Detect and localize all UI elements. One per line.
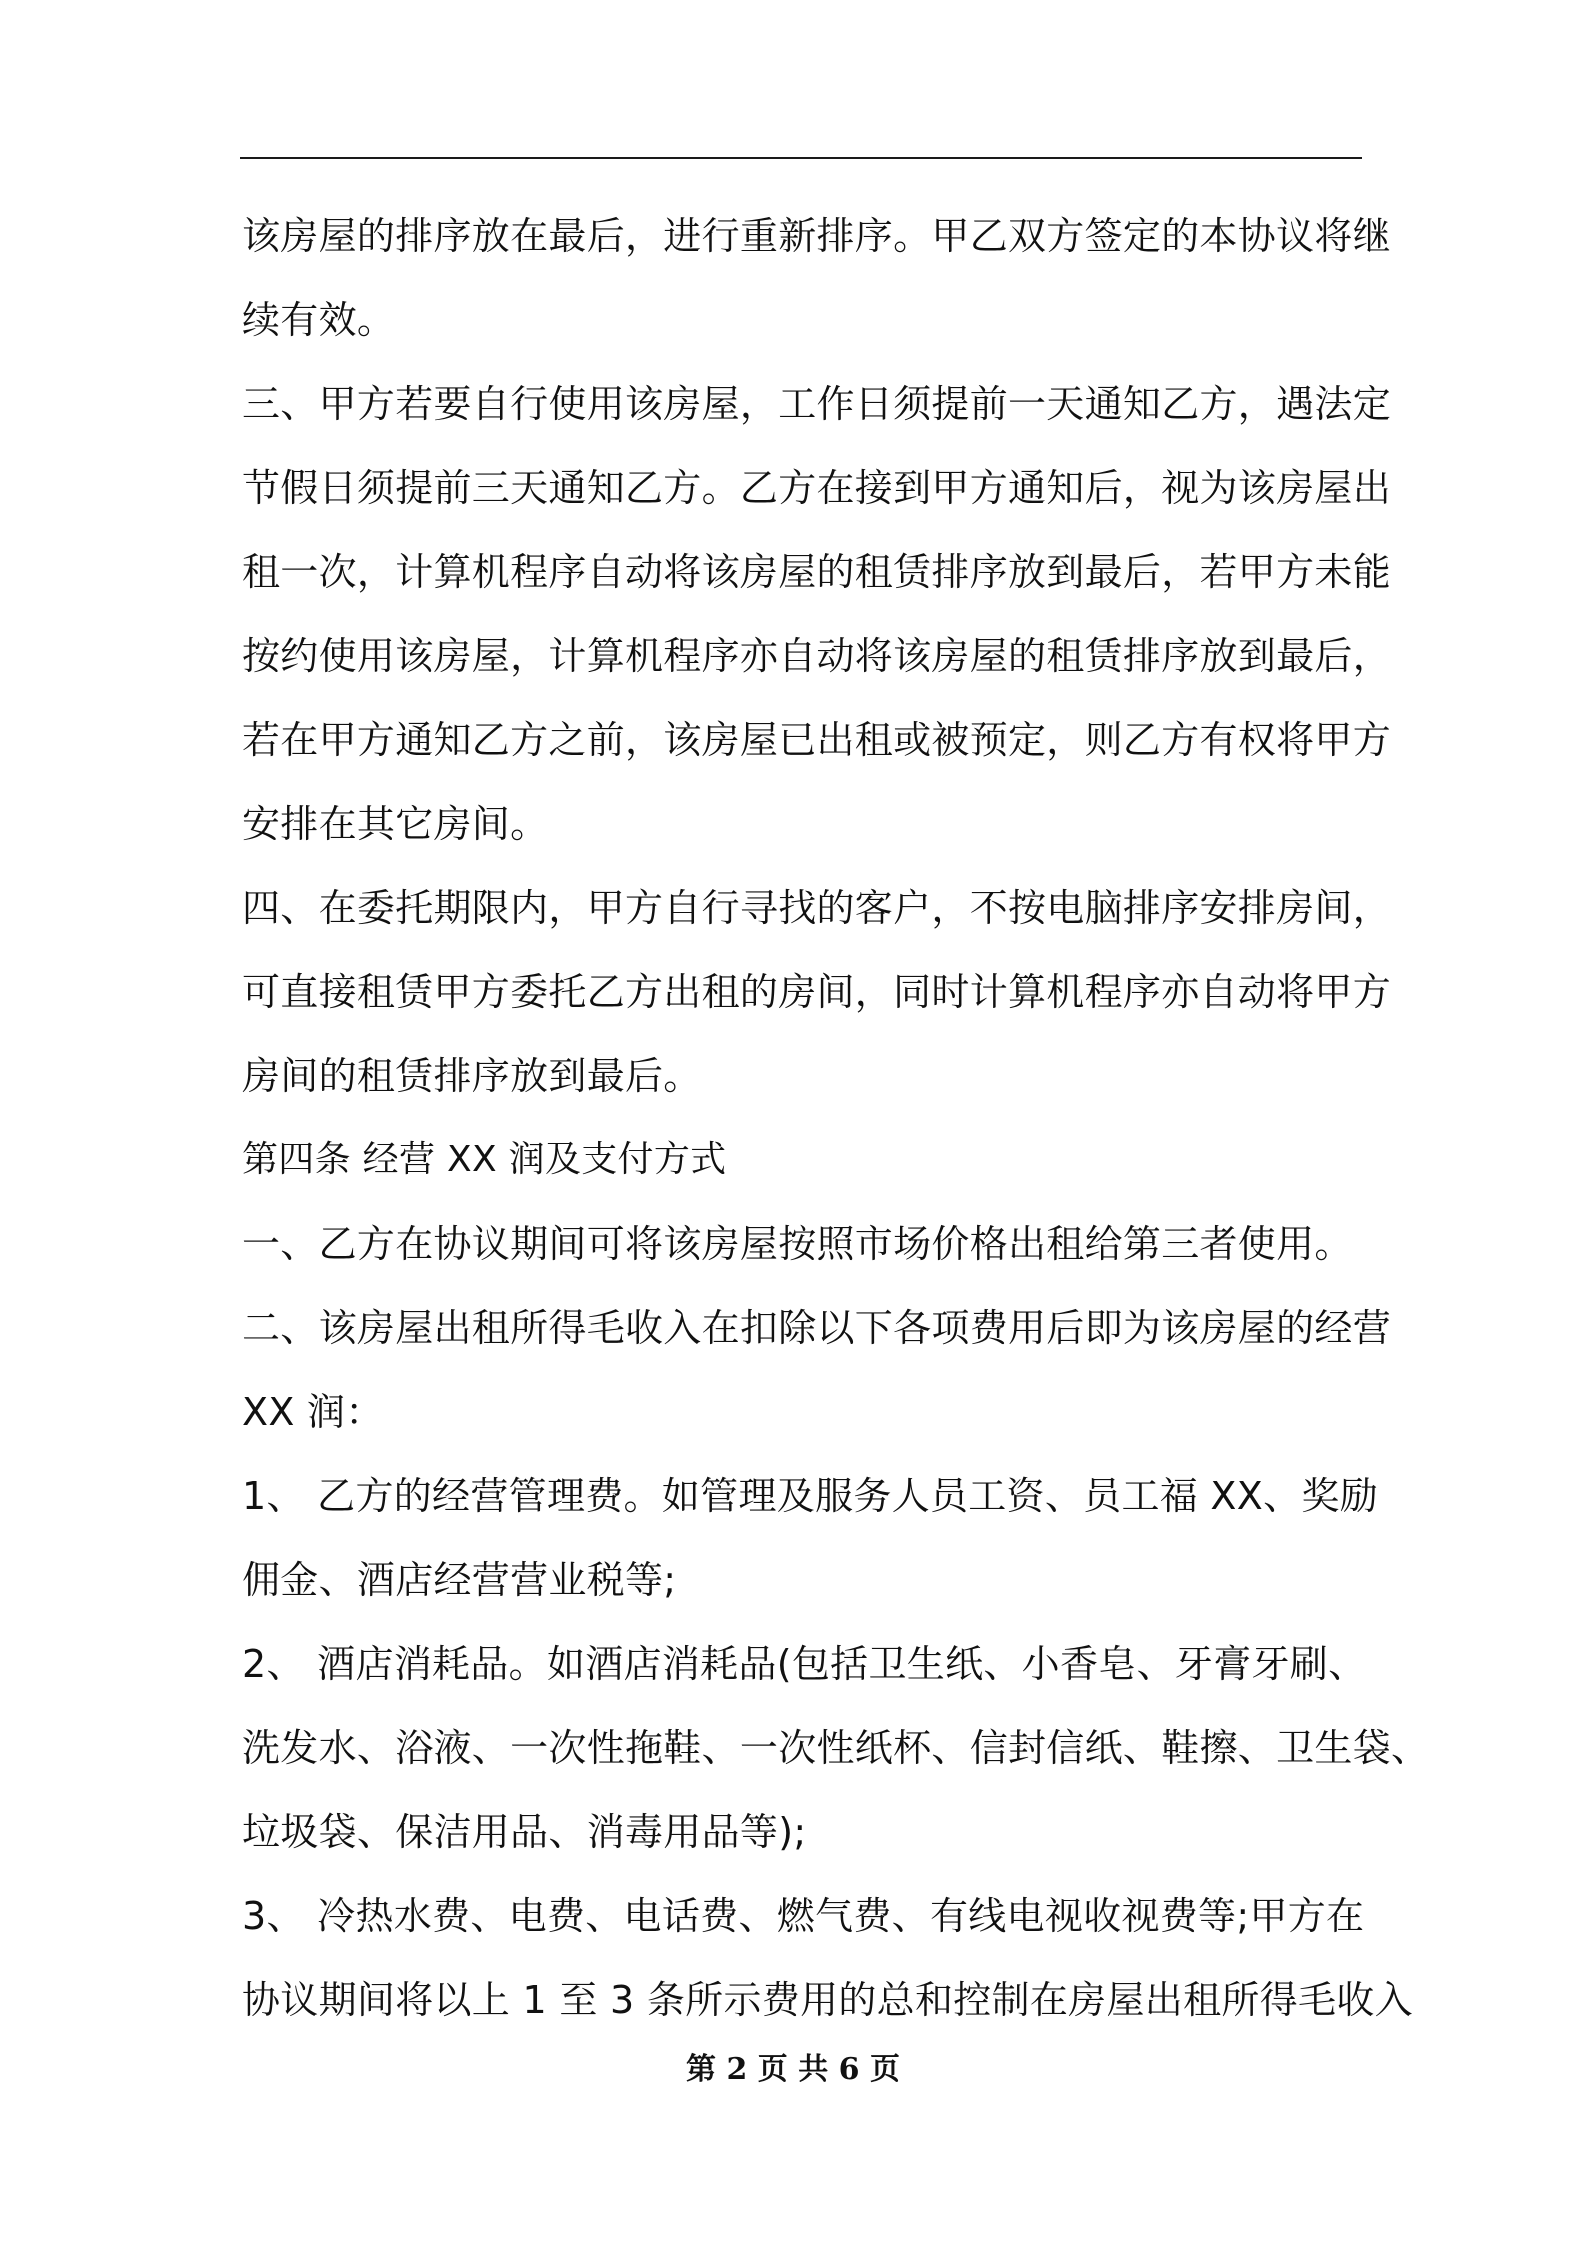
text-line: 三、甲方若要自行使用该房屋，工作日须提前一天通知乙方，遇法定 [242,382,1392,426]
text-line: 1、 乙方的经营管理费。如管理及服务人员工资、员工福 XX、奖励 [242,1474,1379,1518]
text-line: 2、 酒店消耗品。如酒店消耗品(包括卫生纸、小香皂、牙膏牙刷、 [242,1642,1367,1686]
text-line: 3、 冷热水费、电费、电话费、燃气费、有线电视收视费等;甲方在 [242,1894,1365,1938]
document-body [242,194,1430,2042]
text-line: 佣金、酒店经营营业税等; [242,1558,677,1602]
text-line: XX 润： [242,1390,384,1434]
header-divider [240,157,1362,159]
page-number: 第 2 页 共 6 页 [686,2052,900,2087]
text-line: 房间的租赁排序放到最后。 [242,1054,702,1098]
text-line: 节假日须提前三天通知乙方。乙方在接到甲方通知后，视为该房屋出 [242,466,1392,510]
section-heading: 第四条 经营 XX 润及支付方式 [242,1139,727,1180]
text-line: 四、在委托期限内，甲方自行寻找的客户，不按电脑排序安排房间， [242,886,1392,930]
text-line: 若在甲方通知乙方之前，该房屋已出租或被预定，则乙方有权将甲方 [242,718,1392,762]
text-line: 二、该房屋出租所得毛收入在扣除以下各项费用后即为该房屋的经营 [242,1306,1392,1350]
text-line: 协议期间将以上 1 至 3 条所示费用的总和控制在房屋出租所得毛收入 [242,1978,1413,2022]
text-line: 按约使用该房屋，计算机程序亦自动将该房屋的租赁排序放到最后， [242,634,1392,678]
text-line: 该房屋的排序放在最后，进行重新排序。甲乙双方签定的本协议将继 [242,214,1392,258]
text-line: 租一次，计算机程序自动将该房屋的租赁排序放到最后，若甲方未能 [242,550,1392,594]
text-line: 洗发水、浴液、一次性拖鞋、一次性纸杯、信封信纸、鞋擦、卫生袋、 [242,1726,1430,1770]
text-line: 安排在其它房间。 [242,802,549,846]
text-line: 可直接租赁甲方委托乙方出租的房间，同时计算机程序亦自动将甲方 [242,970,1392,1014]
text-line: 一、乙方在协议期间可将该房屋按照市场价格出租给第三者使用。 [242,1222,1353,1266]
text-line: 垃圾袋、保洁用品、消毒用品等); [242,1810,807,1854]
text-line: 续有效。 [242,298,396,342]
